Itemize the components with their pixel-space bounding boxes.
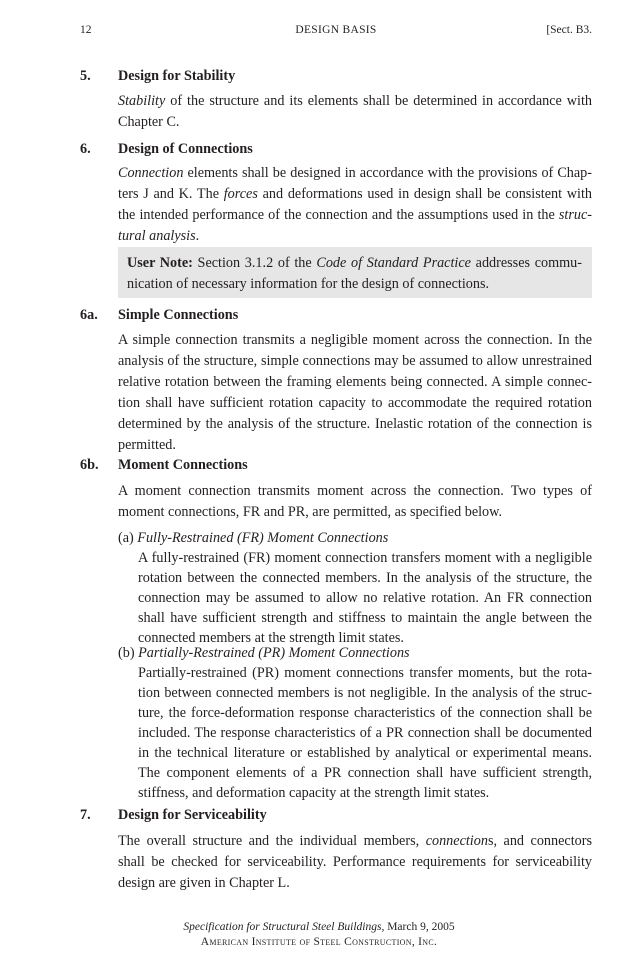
paragraph-line: connected members at the strength limit states. bbox=[138, 630, 404, 646]
paragraph-line: ture, the force-deformation response characteristics of the connection shall be bbox=[138, 705, 592, 721]
section-title: Moment Connections bbox=[118, 457, 248, 473]
paragraph-line: relative rotation between the framing elements being connected. A simple connec- bbox=[118, 374, 592, 390]
paragraph-line: A moment connection transmits moment across the connection. Two types of bbox=[118, 483, 592, 499]
section-6-body bbox=[118, 163, 592, 247]
user-note-text: User Note: Section 3.1.2 of the Code of Standard Practice addresses commu- nication of necessary information for the design of connections. bbox=[127, 255, 582, 292]
paragraph-line: determined by the analysis of the structure. Inelastic rotation of the connection is bbox=[118, 416, 592, 432]
section-number: 6b. bbox=[80, 457, 99, 473]
list-item-title: Fully-Restrained (FR) Moment Connections bbox=[137, 530, 389, 546]
term-connection: connection bbox=[425, 833, 488, 849]
list-marker: (b) bbox=[118, 645, 135, 661]
list-item-title: Partially-Restrained (PR) Moment Connections bbox=[138, 645, 410, 661]
section-title: Design for Serviceability bbox=[118, 807, 267, 823]
paragraph-line: A fully-restrained (FR) moment connection transfers moment with a negligible bbox=[138, 550, 592, 566]
paragraph-line: design are given in Chapter L. bbox=[118, 875, 290, 891]
page-number: 12 bbox=[80, 24, 92, 36]
user-note-box bbox=[118, 247, 592, 298]
section-title: Design for Stability bbox=[118, 68, 236, 84]
paragraph-line: rotation between the connected members. In the analysis of the structure, the bbox=[138, 570, 592, 586]
paragraph-line: analysis of the structure, simple connections may be assumed to allow unrestrained bbox=[118, 353, 592, 369]
paragraph-line: ters J and K. The forces and deformations used in design shall be consistent with bbox=[118, 186, 592, 202]
paragraph-line: stiffness, and deformation capacity at the strength limit states. bbox=[138, 785, 490, 801]
section-title: Design of Connections bbox=[118, 141, 253, 157]
paragraph-line: in the technical literature or established by analytical or experimental means. bbox=[138, 745, 592, 761]
section-number: 5. bbox=[80, 68, 91, 84]
paragraph-line: tion between connected members is not negligible. In the analysis of the struc- bbox=[138, 685, 592, 701]
paragraph-line: shall be checked for serviceability. Performance requirements for serviceability bbox=[118, 854, 592, 870]
section-number: 6a. bbox=[80, 307, 98, 323]
running-title: DESIGN BASIS bbox=[295, 24, 377, 36]
user-note-label: User Note: bbox=[127, 255, 193, 271]
list-item-pr bbox=[118, 643, 592, 803]
paragraph-line: the intended performance of the connection and the assumptions used in the struc- bbox=[118, 207, 592, 223]
footer-organization: American Institute of Steel Construction, Inc. bbox=[200, 936, 438, 948]
running-footer bbox=[0, 920, 638, 950]
running-header bbox=[80, 24, 592, 40]
section-6b-body bbox=[118, 481, 592, 523]
section-number: 6. bbox=[80, 141, 91, 157]
list-marker: (a) bbox=[118, 530, 134, 546]
footer-spec-title: Specification for Structural Steel Buildings, bbox=[183, 921, 385, 933]
paragraph-line: tion shall have sufficient rotation capacity to accommodate the required rotation bbox=[118, 395, 592, 411]
running-section: [Sect. B3. bbox=[546, 24, 592, 36]
paragraph-line: included. The response characteristics of a PR connection shall be documented bbox=[138, 725, 592, 741]
section-7-body: The overall structure and the individual members, connections, and connectors shall be checked for serviceability. Performance requirements for serviceability design are given in Chapter L. bbox=[118, 831, 592, 894]
section-5-body: Stability of the structure and its elements shall be determined in accordance with Chapter C. bbox=[118, 93, 592, 130]
paragraph-line: connection may be assumed to allow no relative rotation. An FR connection bbox=[138, 590, 592, 606]
paragraph-line: The component elements of a PR connection shall have sufficient strength, bbox=[138, 765, 592, 781]
list-item-fr bbox=[118, 528, 592, 648]
paragraph-line: tural analysis. bbox=[118, 228, 200, 244]
paragraph-line: shall have sufficient strength and stiffness to maintain the angle between the bbox=[138, 610, 592, 626]
section-number: 7. bbox=[80, 807, 91, 823]
paragraph-line: Connection elements shall be designed in accordance with the provisions of Chap- bbox=[118, 165, 592, 181]
paragraph-line: A simple connection transmits a negligible moment across the connection. In the bbox=[118, 332, 592, 348]
paragraph-line: Partially-restrained (PR) moment connections transfer moments, but the rota- bbox=[138, 665, 592, 681]
term-stability: Stability bbox=[118, 93, 166, 109]
section-6a-body bbox=[118, 330, 592, 456]
paragraph-line: moment connections, FR and PR, are permitted, as specified below. bbox=[118, 504, 503, 520]
paragraph-line: permitted. bbox=[118, 437, 176, 453]
section-title: Simple Connections bbox=[118, 307, 239, 323]
footer-date: March 9, 2005 bbox=[384, 921, 455, 933]
